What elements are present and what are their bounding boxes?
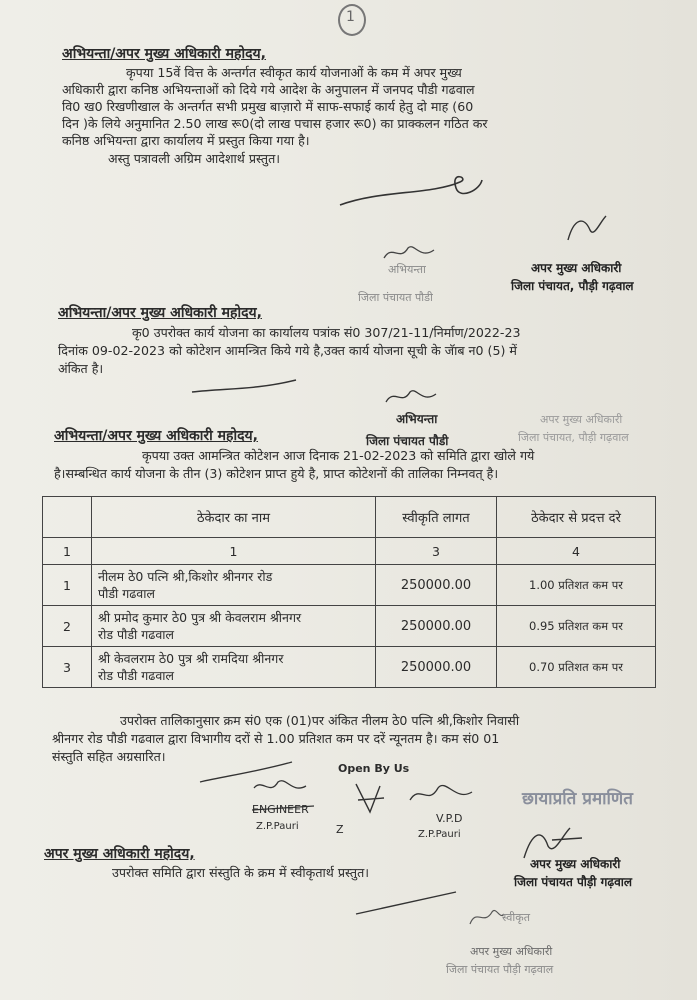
section5-sig-right-title: अपर मुख्य अधिकारी bbox=[530, 857, 621, 871]
row-name-line-2: रोड पौडी गढवाल bbox=[98, 668, 174, 683]
vpd-sig-office: Z.P.Pauri bbox=[418, 829, 461, 840]
table-subheader-row bbox=[43, 538, 656, 565]
section4-line-2: श्रीनगर रोड पौडी गढवाल द्वारा विभागीय दरों से 1.00 प्रतिशत कम पर दरें न्यूनतम है। कम सं0 01 bbox=[52, 731, 500, 746]
quotation-table bbox=[42, 496, 656, 688]
signature-scribble-2 bbox=[380, 240, 440, 264]
section1-line-2: अधिकारी द्वारा कनिष्ठ अभियन्ताओं को दिये गये आदेश के अनुपालन में जनपद पौडी गढवाल bbox=[62, 82, 475, 97]
row-sn: 3 bbox=[43, 647, 92, 688]
signature-scribble-3 bbox=[560, 210, 610, 246]
row-contractor-name bbox=[92, 565, 376, 606]
signature-scribble-11 bbox=[352, 880, 462, 920]
bottom-sig-office: जिला पंचायत पौड़ी गढ़वाल bbox=[446, 963, 554, 976]
table-subheader-sn: 1 bbox=[43, 538, 92, 565]
row-rate: 0.70 प्रतिशत कम पर bbox=[497, 647, 656, 688]
section4-line-1: उपरोक्त तालिकानुसार क्रम सं0 एक (01)पर अंकित नीलम ठे0 पत्नि श्री,किशोर निवासी bbox=[120, 713, 520, 728]
table-row bbox=[43, 647, 656, 688]
table-header-cost: स्वीकृति लागत bbox=[376, 497, 497, 538]
engineer-sig-office: Z.P.Pauri bbox=[256, 821, 299, 832]
section5-line: उपरोक्त समिति द्वारा संस्तुति के क्रम में स्वीकृतार्थ प्रस्तुत। bbox=[112, 865, 370, 880]
section1-line-3: वि0 ख0 रिखणीखाल के अन्तर्गत सभी प्रमुख बाज़ारो में साफ-सफाई कार्य हेतु दो माह (60 bbox=[62, 99, 474, 114]
section1-line-1: कृपया 15वें वित्त के अन्तर्गत स्वीकृत कार्य योजनाओं के कम में अपर मुख्य bbox=[126, 65, 462, 80]
row-name-line-2: रोड पौडी गढवाल bbox=[98, 627, 174, 642]
signature-scribble-9 bbox=[406, 778, 476, 812]
section3-line-2: है।सम्बन्धित कार्य योजना के तीन (3) कोटेशन प्राप्त हुये है, प्राप्त कोटेशनों की तालिका निम्नवत् है। bbox=[54, 466, 499, 481]
section5-heading: अपर मुख्य अधिकारी महोदय, bbox=[44, 846, 195, 862]
certified-copy-stamp: छायाप्रति प्रमाणित bbox=[522, 789, 633, 809]
section1-sig-right-title: अपर मुख्य अधिकारी bbox=[531, 261, 622, 275]
table-subheader-cost: 3 bbox=[376, 538, 497, 565]
table-subheader-rate: 4 bbox=[497, 538, 656, 565]
section3-line-1: कृपया उक्त आमन्त्रित कोटेशन आज दिनाक 21-02-2023 को समिति द्वारा खोले गये bbox=[142, 448, 535, 463]
table-header-row bbox=[43, 497, 656, 538]
signature-scribble-12 bbox=[466, 904, 506, 930]
section1-sig-left-title: अभियन्ता bbox=[388, 263, 426, 276]
row-cost: 250000.00 bbox=[376, 647, 497, 688]
row-rate: 0.95 प्रतिशत कम पर bbox=[497, 606, 656, 647]
section2-line-3: अंकित है। bbox=[58, 361, 104, 376]
row-cost: 250000.00 bbox=[376, 565, 497, 606]
section1-line-5: कनिष्ठ अभियन्ता द्वारा कार्यालय में प्रस्तुत किया गया है। bbox=[62, 133, 310, 148]
row-cost: 250000.00 bbox=[376, 606, 497, 647]
row-name-line-1: श्री केवलराम ठे0 पुत्र श्री रामदिया श्रीनगर bbox=[98, 651, 284, 666]
signature-scribble-1 bbox=[330, 160, 490, 220]
table-row bbox=[43, 565, 656, 606]
row-sn: 2 bbox=[43, 606, 92, 647]
approved-label: स्वीकृत bbox=[502, 911, 530, 924]
row-contractor-name bbox=[92, 647, 376, 688]
section2-line-1: कृ0 उपरोक्त कार्य योजना का कार्यालय पत्रांक सं0 307/21-11/निर्माण/2022-23 bbox=[132, 325, 521, 340]
section1-sig-left-office: जिला पंचायत पौडी bbox=[358, 291, 433, 304]
table-subheader-name: 1 bbox=[92, 538, 376, 565]
section1-sig-right-office: जिला पंचायत, पौड़ी गढ़वाल bbox=[511, 279, 634, 293]
section2-heading: अभियन्ता/अपर मुख्य अधिकारी महोदय, bbox=[58, 305, 262, 321]
row-sn: 1 bbox=[43, 565, 92, 606]
bottom-sig-title: अपर मुख्य अधिकारी bbox=[470, 945, 553, 958]
section5-sig-right-office: जिला पंचायत पौड़ी गढ़वाल bbox=[514, 875, 633, 889]
section1-line-6: अस्तु पत्रावली अग्रिम आदेशार्थ प्रस्तुत। bbox=[108, 151, 281, 166]
open-by-label: Open By Us bbox=[338, 762, 410, 775]
section2-sig-left-title: अभियन्ता bbox=[396, 412, 438, 426]
signature-scribble-5 bbox=[382, 386, 442, 408]
section3-heading: अभियन्ता/अपर मुख्य अधिकारी महोदय, bbox=[54, 428, 258, 444]
row-rate: 1.00 प्रतिशत कम पर bbox=[497, 565, 656, 606]
engineer-sig-title: ENGINEER bbox=[252, 803, 309, 816]
signature-scribble-8 bbox=[350, 778, 390, 818]
table-header-name: ठेकेदार का नाम bbox=[92, 497, 376, 538]
signature-scribble-4 bbox=[186, 370, 306, 400]
table-header-sn bbox=[43, 497, 92, 538]
section2-sig-left-office: जिला पंचायत पौडी bbox=[366, 434, 449, 448]
row-name-line-2: पौडी गढवाल bbox=[98, 586, 155, 601]
row-name-line-1: श्री प्रमोद कुमार ठे0 पुत्र श्री केवलराम श्रीनगर bbox=[98, 610, 302, 625]
section2-sig-right-office: जिला पंचायत, पौड़ी गढ़वाल bbox=[518, 431, 629, 444]
section4-line-3: संस्तुति सहित अग्रसारित। bbox=[52, 749, 166, 764]
section1-heading: अभियन्ता/अपर मुख्य अधिकारी महोदय, bbox=[62, 46, 266, 62]
page-number: 1 bbox=[346, 9, 355, 25]
section2-sig-right-title: अपर मुख्य अधिकारी bbox=[540, 413, 623, 426]
row-contractor-name bbox=[92, 606, 376, 647]
table-row bbox=[43, 606, 656, 647]
vpd-sig-title: V.P.D bbox=[436, 812, 463, 825]
section2-line-2: दिनांक 09-02-2023 को कोटेशन आमन्त्रित किये गये है,उक्त कार्य योजना सूची के जॅाब न0 (5) में bbox=[58, 343, 517, 358]
table-header-rate: ठेकेदार से प्रदत्त दरे bbox=[497, 497, 656, 538]
section1-line-4: दिन )के लिये अनुमानित 2.50 लाख रू0(दो लाख पचास हजार रू0) का प्राक्कलन गठित कर bbox=[62, 116, 488, 131]
row-name-line-1: नीलम ठे0 पत्नि श्री,किशोर श्रीनगर रोड bbox=[98, 569, 273, 584]
member-sig-mark: Z bbox=[336, 823, 344, 836]
